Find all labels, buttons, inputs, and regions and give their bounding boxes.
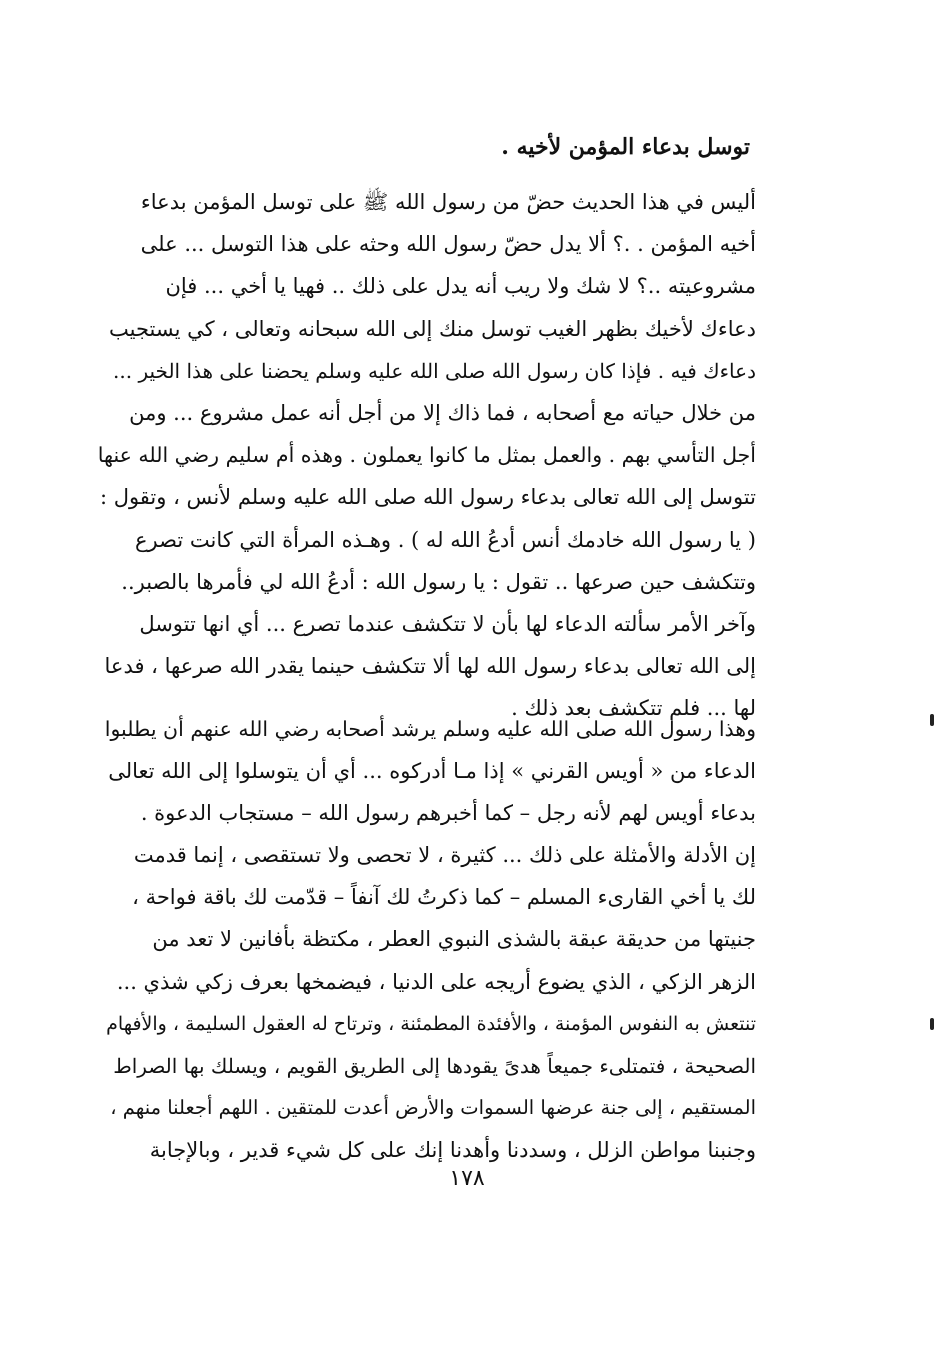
text-line: أجل التأسي بهم . والعمل بمثل ما كانوا يعملون . وهذه أم سليم رضي الله عنها <box>98 443 756 468</box>
text-line: الزهر الزكي ، الذي يضوع أريجه على الدنيا ، فيضمخها بعرف زكي شذي ... <box>116 969 756 994</box>
paragraph-3 <box>98 834 756 1172</box>
text-line: وهذا رسول الله صلى الله عليه وسلم يرشد أصحابه رضي الله عنهم أن يطلبوا <box>104 717 756 741</box>
text-line: إلى الله تعالى بدعاء رسول الله لها ألا تتكشف حينما يقدر الله صرعها ، فدعا <box>104 654 756 679</box>
text-line: دعاءك فيه . فإذا كان رسول الله صلى الله عليه وسلم يحضنا على هذا الخير ... <box>113 358 756 383</box>
text-line: مشروعيته ..؟ لا شك ولا ريب أنه يدل على ذلك .. فهيا يا أخي ... فإن <box>165 274 756 299</box>
text-line: تتوسل إلى الله تعالى بدعاء رسول الله صلى الله عليه وسلم لأنس ، وتقول : <box>99 485 756 510</box>
paragraph-1 <box>98 181 756 729</box>
scan-margin-mark <box>930 1018 934 1030</box>
text-line: دعاءك لأخيك بظهر الغيب توسل منك إلى الله سبحانه وتعالى ، كي يستجيب <box>109 316 756 341</box>
text-line: لك يا أخي القارىء المسلم – كما ذكرتُ لك آنفاً – قدّمت لك باقة فواحة ، <box>132 885 756 910</box>
text-line: وآخر الأمر سألته الدعاء لها بأن لا تتكشف عندما تصرع ... أي انها تتوسل <box>139 611 756 636</box>
text-line: من خلال حياته مع أصحابه ، فما ذاك إلا من أجل أنه عمل مشروع ... ومن <box>129 400 756 425</box>
text-line: المستقيم ، إلى جنة عرضها السموات والأرض أعدت للمتقين . اللهم أجعلنا منهم ، <box>110 1096 756 1120</box>
text-line: ( يا رسول الله خادمك أنس أدعُ الله له ) . وهـذه المرأة التي كانت تصرع <box>135 527 756 552</box>
text-line: إن الأدلة والأمثلة على ذلك ... كثيرة ، لا تحصى ولا تستقصى ، إنما قدمت <box>133 843 756 867</box>
paragraph-2 <box>98 708 756 835</box>
text-line: أليس في هذا الحديث حضّ من رسول الله ﷺ على توسل المؤمن بدعاء <box>140 190 756 214</box>
text-line: لها ... فلم تتكشف بعد ذلك . <box>511 696 756 721</box>
text-line: وتتكشف حين صرعها .. تقول : يا رسول الله : أدعُ الله لي فأمرها بالصبر.. <box>121 569 756 594</box>
text-line: الدعاء من « أويس القرني » إذا مـا أدركوه ... أي أن يتوسلوا إلى الله تعالى <box>108 759 756 784</box>
section-heading: توسل بدعاء المؤمن لأخيه . <box>501 134 750 160</box>
text-line: جنيتها من حديقة عبقة بالشذى النبوي العطر ، مكتظة بأفانين لا تعد من <box>152 927 756 952</box>
text-line: وجنبنا مواطن الزلل ، وسددنا وأهدنا إنك على كل شيء قدير ، وبالإجابة <box>149 1138 756 1163</box>
scan-margin-mark <box>930 714 934 726</box>
text-line: تنتعش به النفوس المؤمنة ، والأفئدة المطمئنة ، وترتاح له العقول السليمة ، والأفهام <box>106 1012 756 1035</box>
page-number: ١٧٨ <box>449 1166 485 1191</box>
text-line: أخيه المؤمن . .؟ ألا يدل حضّ رسول الله وحثه على هذا التوسل ... على <box>140 232 756 257</box>
text-line: بدعاء أويس لهم لأنه رجل – كما أخبرهم رسول الله – مستجاب الدعوة . <box>140 801 756 826</box>
text-line: الصحيحة ، فتمتلىء جميعاً هدىً يقودها إلى الطريق القويم ، ويسلك بها الصراط <box>113 1053 756 1078</box>
